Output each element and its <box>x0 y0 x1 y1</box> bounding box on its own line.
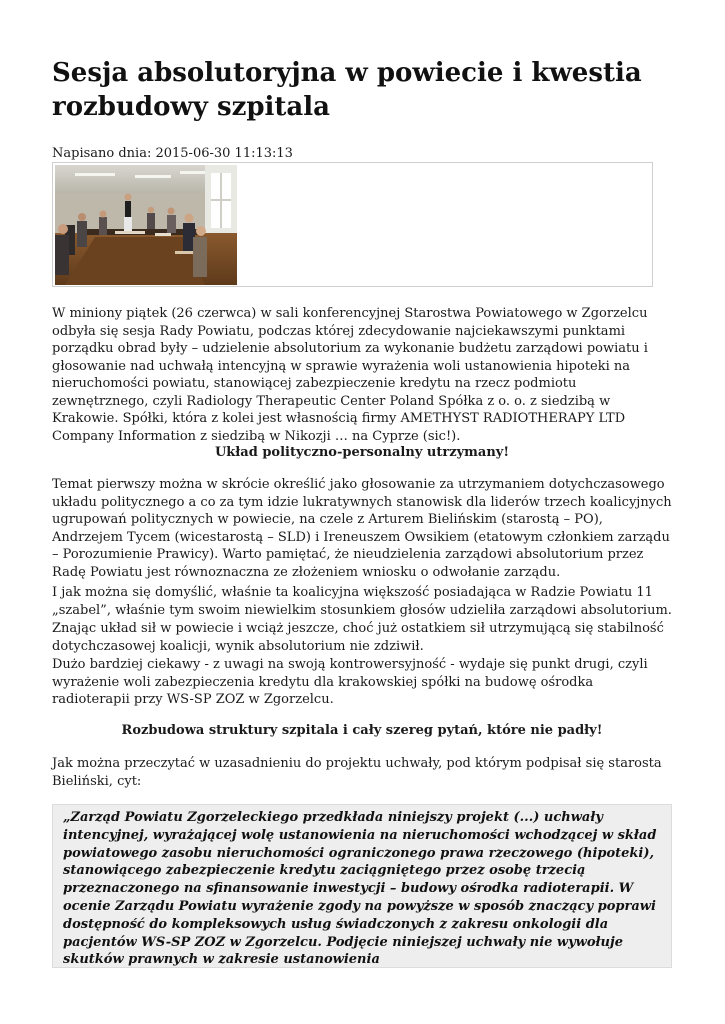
paragraph: Znając układ sił w powiecie i wciąż jeszcze, choć już ostatkiem sił utrzymującą się stabilność dotychczasowej koalicji, wynik absolutorium nie zdziwił. <box>52 621 664 654</box>
image-frame <box>52 162 653 287</box>
paragraph: Jak można przeczytać w uzasadnieniu do projektu uchwały, pod którym podpisał się starosta Bieliński, cyt: <box>52 756 662 789</box>
blockquote <box>52 804 672 968</box>
article-title: Sesja absolutoryjna w powiecie i kwestia rozbudowy szpitala <box>52 58 642 122</box>
paragraph: Dużo bardziej ciekawy - z uwagi na swoją kontrowersyjność - wydaje się punkt drugi, czyli wyrażenie woli zabezpieczenia kredytu dla krakowskiej spółki na budowę ośrodka radioterapii przy WS-SP ZOZ w Zgorzelcu. <box>52 657 648 707</box>
article-intro: W miniony piątek (26 czerwca) w sali konferencyjnej Starostwa Powiatowego w Zgorzelcu odbyła się sesja Rady Powiatu, podczas której zdecydowanie najciekawszymi punktami porządku obrad były – udzielenie absolutorium za wykonanie budżetu zarządowi powiatu i głosowanie nad uchwałą intencyjną w sprawie wyrażenia woli ustanowienia hipoteki na nieruchomości powiatu, stanowiącej zabezpieczenie kredytu na rzecz podmiotu zewnętrznego, czyli Radiology Therapeutic Center Poland Spółka z o. o. z siedzibą w Krakowie. Spółki, która z kolei jest własnością firmy AMETHYST RADIOTHERAPY LTD Company Information z siedzibą w Nikozji … na Cyprze (sic!). <box>52 306 648 444</box>
article-photo[interactable] <box>55 165 237 285</box>
paragraph: I jak można się domyślić, właśnie ta koalicyjna większość posiadająca w Radzie Powiatu 11 „szabel”, właśnie tym swoim niewielkim stosunkiem głosów udzieliła zarządowi absolutorium. <box>52 585 672 618</box>
quote-text: „Zarząd Powiatu Zgorzeleckiego przedkłada niniejszy projekt (...) uchwały intencyjnej, wyrażającej wolę ustanowienia na nieruchomości wchodzącej w skład powiatowego zasobu nieruchomości ograniczonego prawa rzeczowego (hipoteki), stanowiącego zabezpieczenie kredytu zaciągniętego przez osobę trzecią przeznaczonego na sfinansowanie inwestycji – budowy ośrodka radioterapii. W ocenie Zarządu Powiatu wyrażenie zgody na powyższe w sposób znaczący poprawi dostępność do kompleksowych usług świadczonych z zakresu onkologii dla pacjentów WS-SP ZOZ w Zgorzelcu. Podjęcie niniejszej uchwały nie wywołuje skutków prawnych w zakresie ustanowienia <box>63 810 657 968</box>
paragraph: Temat pierwszy można w skrócie określić jako głosowanie za utrzymaniem dotychczasowego układu politycznego a co za tym idzie lukratywnych stanowisk dla liderów trzech koalicyjnych ugrupowań politycznych w powiecie, na czele z Arturem Bielińskim (starostą – PO), Andrzejem Tycem (wicestarostą – SLD) i Ireneuszem Owsikiem (etatowym członkiem zarządu – Porozumienie Prawicy). Warto pamiętać, że nieudzielenia zarządowi absolutorium przez Radę Powiatu jest równoznaczna ze złożeniem wniosku o odwołanie zarządu. <box>52 477 672 580</box>
section-heading: Układ polityczno-personalny utrzymany! <box>214 445 510 460</box>
section-heading: Rozbudowa struktury szpitala i cały szereg pytań, które nie padły! <box>121 723 603 738</box>
publish-date: Napisano dnia: 2015-06-30 11:13:13 <box>52 146 293 161</box>
